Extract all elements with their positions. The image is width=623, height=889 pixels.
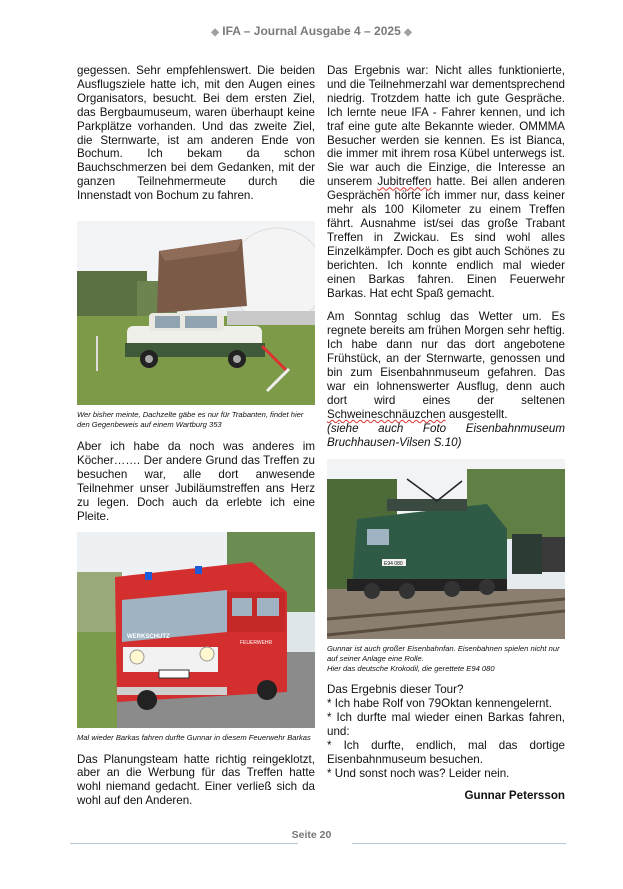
spellcheck-word: Jubitreffen bbox=[377, 175, 432, 189]
page-header bbox=[0, 24, 623, 38]
caption-line: Gunnar ist auch großer Eisenbahnfan. Eisenbahnen spielen nicht nur auf seiner Anlage eine Rolle. bbox=[327, 644, 560, 664]
caption-line: Hier das deutsche Krokodil, die gerettete E94 080 bbox=[327, 664, 495, 674]
list-item: * Und sonst noch was? Leider nein. bbox=[327, 766, 510, 780]
journal-title: IFA – Journal Ausgabe 4 – 2025 bbox=[222, 24, 401, 38]
feuerwehr-label: FEUERWEHR bbox=[240, 639, 273, 646]
page-number: Seite 20 bbox=[291, 829, 332, 841]
paragraph: Aber ich habe da noch was anderes im Köcher……. Der andere Grund das Treffen zu besuchen war, alle dort anwesende Teilnehmer unser Jubiläumstreffen ans Herz zu legen. Doch auch da erlebte ich eine Pleite. bbox=[77, 440, 315, 523]
photo-caption bbox=[327, 644, 565, 674]
photo-caption: Mal wieder Barkas fahren durfte Gunnar in diesem Feuerwehr Barkas bbox=[77, 732, 311, 742]
text-run: hatte. Bei allen anderen Gesprächen hörte ich immer nur, dass keiner mehr als 100 Kilometer zu einem Treffen fährt. Ausnahme ist/sei das große Trabant Treffen in Zwickau. Es sind wohl alles Einzelkämpfer. Doch es gibt auch Schönes zu berichten. Ich konnte endlich mal wieder einen Barkas fahren. Einen Feuerwehr Barkas. Hat echt Spaß gemacht. bbox=[327, 175, 565, 300]
list-intro: Das Ergebnis dieser Tour? bbox=[327, 683, 464, 697]
paragraph bbox=[327, 310, 565, 421]
list-item: * Ich durfte mal wieder einen Barkas fahren, und: bbox=[327, 711, 565, 739]
locomotive-number: E94 080 bbox=[384, 561, 403, 568]
photo-reference-note: (siehe auch Foto Eisenbahnmuseum Bruchhausen-Vilsen S.10) bbox=[327, 421, 565, 449]
footer-rule bbox=[352, 843, 566, 844]
barkas-firetruck-photo bbox=[77, 532, 315, 728]
text-run: Das Ergebnis war: Nicht alles funktionierte, und die Teilnehmerzahl war dementsprechend niedrig. Trotzdem hatte ich gute Gespräche. Ich lernte neue IFA - Fahrer kennen, und ich traf eine gute alte Bekannte wieder. OMMMA Besucher werden sie kennen. Es ist Bianca, die immer mit ihrem rosa Kübel unterwegs ist. Sie war auch die Einzige, die Interesse an unserem bbox=[327, 64, 565, 189]
list-item: * Ich habe Rolf von 79Oktan kennengelernt. bbox=[327, 697, 552, 711]
author-name: Gunnar Petersson bbox=[464, 788, 565, 802]
paragraph: Das Planungsteam hatte richtig reingeklotzt, aber an die Werbung für das Treffen hatte wohl niemand gedacht. Einer verließ sich da wohl auf den Anderen. bbox=[77, 752, 315, 808]
diamond-icon: ◆ bbox=[211, 27, 219, 38]
spellcheck-word: Schweineschnäuzchen bbox=[327, 407, 446, 421]
right-column bbox=[327, 64, 565, 802]
text-run: Am Sonntag schlug das Wetter um. Es regnete bereits am frühen Morgen sehr heftig. Ich habe dann nur das dort angebotene Frühstück, an der Sternwarte, genossen und bin zum Eisenbahnmuseum gefahren. Das war ein lohnenswerter Ausflug, denn auch dort wird eines der seltenen bbox=[327, 310, 565, 407]
footer-rule bbox=[70, 843, 298, 844]
photo-caption: Wer bisher meinte, Dachzelte gäbe es nur für Trabanten, findet hier den Gegenbeweis auf einem Wartburg 353 bbox=[77, 410, 304, 430]
werkschutz-label: WERKSCHUTZ bbox=[127, 633, 170, 640]
paragraph bbox=[327, 64, 565, 300]
wartburg-rooftent-photo bbox=[77, 221, 315, 405]
e94-locomotive-photo bbox=[327, 459, 565, 639]
diamond-icon: ◆ bbox=[404, 27, 412, 38]
text-run: ausgestellt. bbox=[445, 407, 508, 421]
left-column bbox=[77, 64, 315, 808]
list-item: * Ich durfte, endlich, mal das dortige Eisenbahnmuseum besuchen. bbox=[327, 739, 565, 766]
paragraph: gegessen. Sehr empfehlenswert. Die beiden Ausflugsziele hatte ich, mit den Augen eines Organisators, besucht. Bei dem ersten Ziel, das Bergbaumuseum, waren überhaupt keine Parkplätze vorhanden. Und das zweite Ziel, die Sternwarte, ist am anderen Ende von Bochum. Ich bekam da schon Bauchschmerzen bei dem Gedanken, mit der ganzen Teilnehmermeute durch die Innenstadt von Bochum zu fahren. bbox=[77, 64, 315, 203]
